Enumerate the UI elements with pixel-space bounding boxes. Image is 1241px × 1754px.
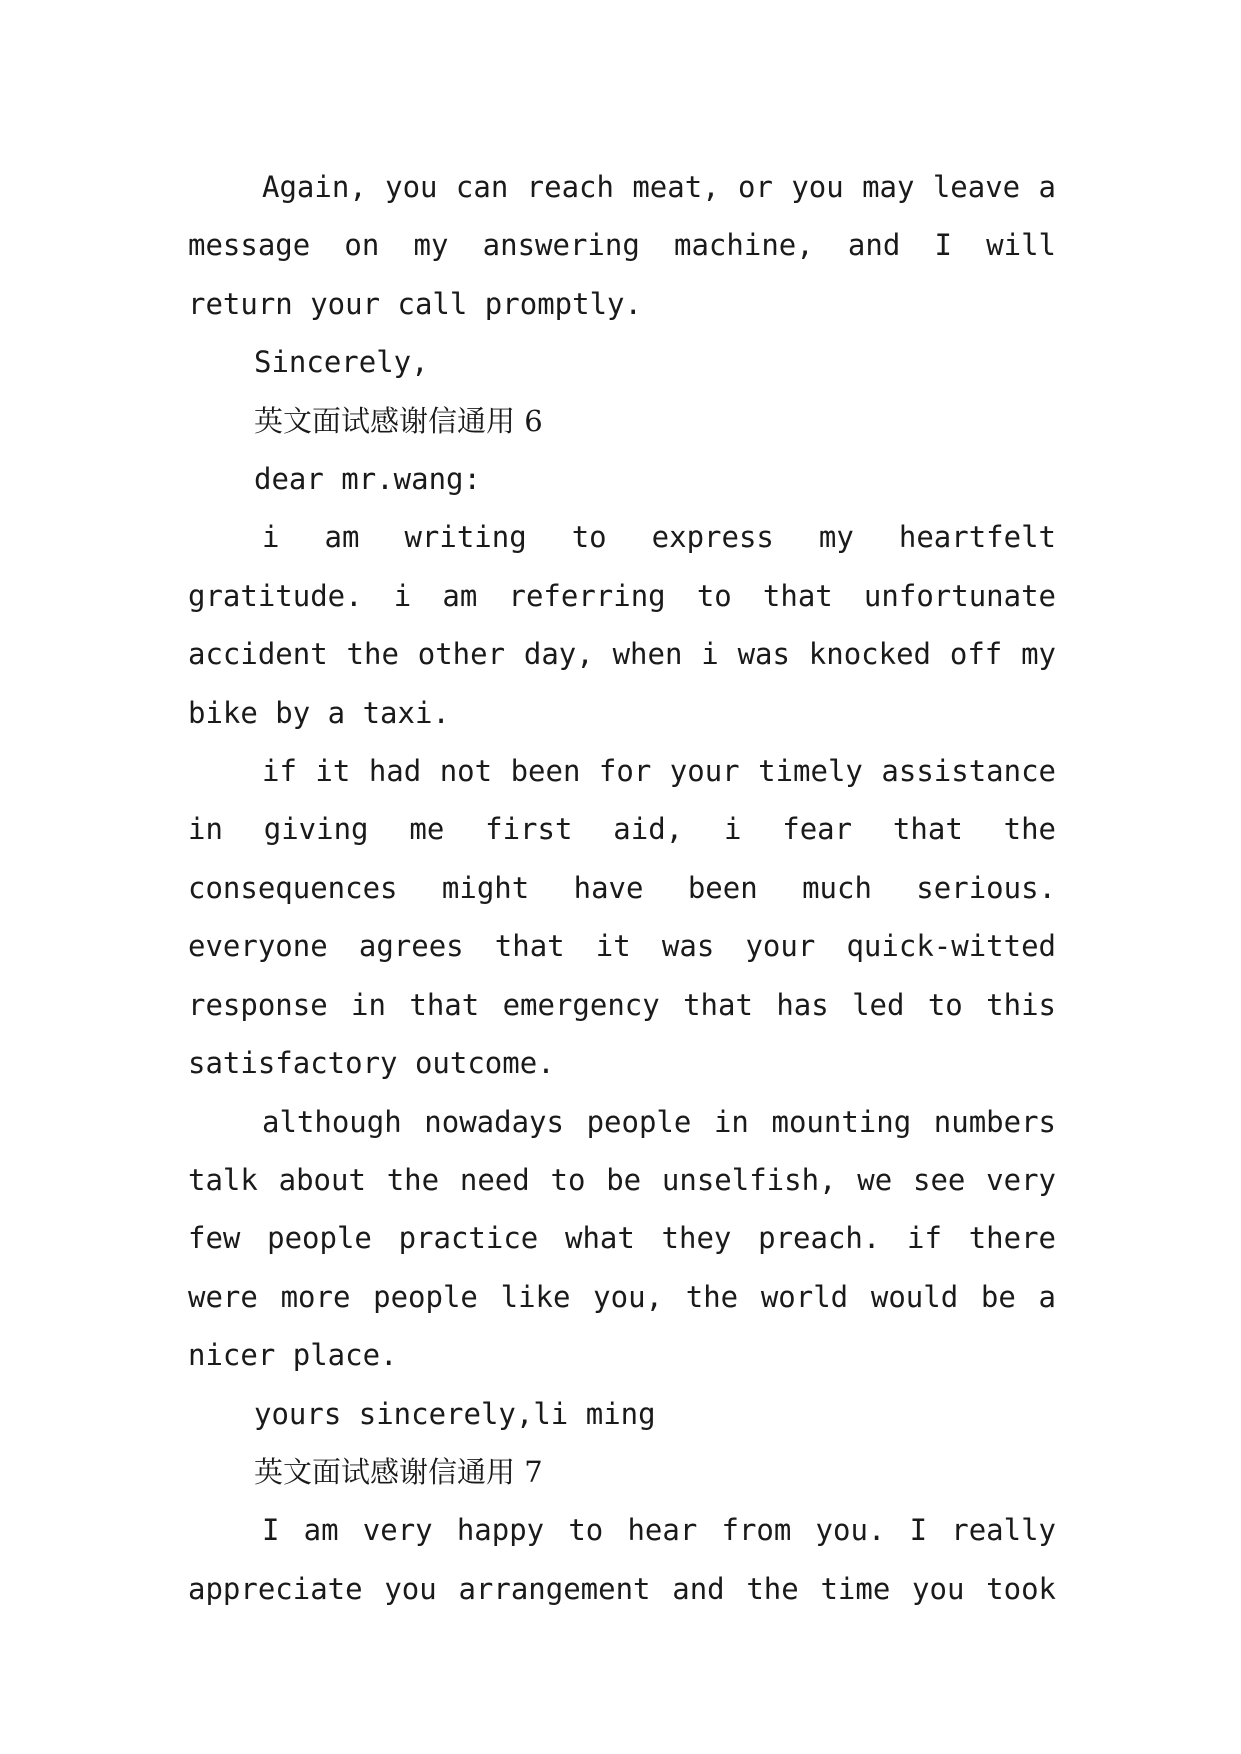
paragraph-appreciation: I am very happy to hear from you. I really appreciate you arrangement and the time you took [188,1513,1056,1606]
section-heading-7: 英文面试感谢信通用 7 [254,1454,543,1489]
closing-sincerely: Sincerely, [254,345,429,380]
signature: yours sincerely,li ming [254,1396,656,1431]
paragraph-assistance: if it had not been for your timely assistance in giving me first aid, i fear that the consequences might have been much serious. everyone agrees that it was your quick-witted response in that emergency that has led to this satisfactory outcome. [188,754,1056,1081]
document-body [188,158,1056,1618]
salutation: dear mr.wang: [254,462,481,497]
paragraph-gratitude: i am writing to express my heartfelt gratitude. i am referring to that unfortunate accident the other day, when i was knocked off my bike by a taxi. [188,520,1056,730]
paragraph-contact-info: Again, you can reach meat, or you may leave a message on my answering machine, and I will return your call promptly. [188,170,1056,321]
paragraph-unselfish: although nowadays people in mounting numbers talk about the need to be unselfish, we see very few people practice what they preach. if there were more people like you, the world would be a nicer place. [188,1104,1056,1373]
section-heading-6: 英文面试感谢信通用 6 [254,403,543,438]
